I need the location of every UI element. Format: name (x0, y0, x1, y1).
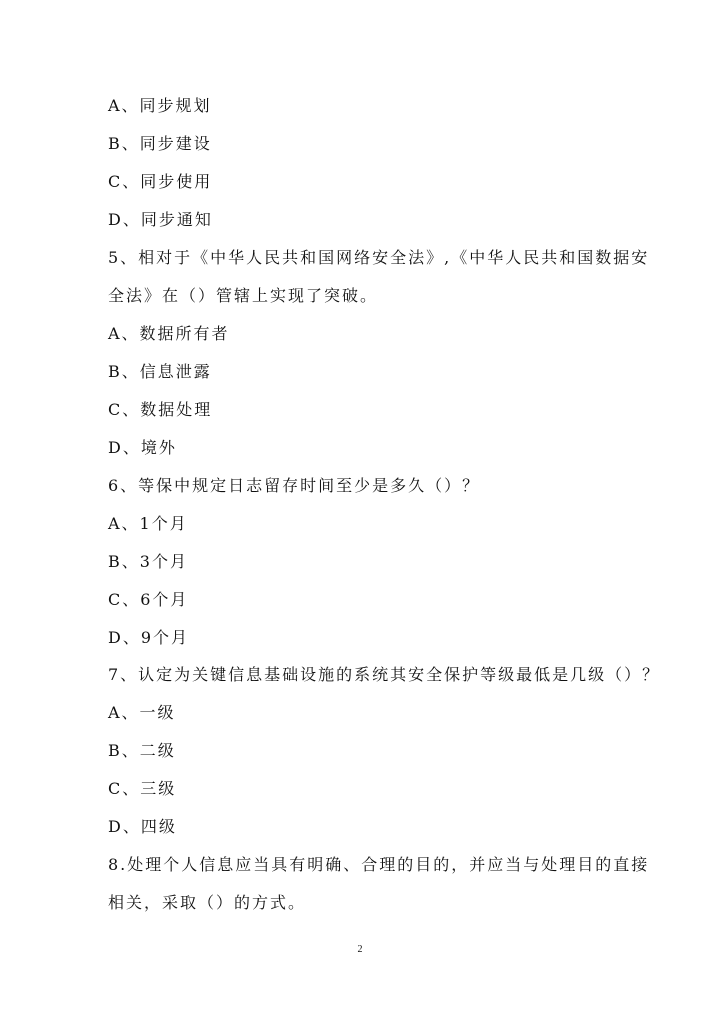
option-d-q4: D、同步通知 (108, 210, 213, 229)
option-d-q6: D、9个月 (108, 628, 190, 647)
question-7: 7、认定为关键信息基础设施的系统其安全保护等级最低是几级（）？ (108, 665, 661, 684)
option-c-q6: C、6个月 (108, 590, 189, 609)
option-a-q4: A、同步规划 (108, 96, 212, 115)
question-5-line-2: 全法》在（）管辖上实现了突破。 (108, 286, 379, 305)
option-b-q4: B、同步建设 (108, 134, 212, 153)
option-b-q5: B、信息泄露 (108, 362, 212, 381)
option-c-q5: C、数据处理 (108, 400, 213, 419)
option-b-q6: B、3个月 (108, 552, 188, 571)
question-8-line-2: 相关，采取（）的方式。 (108, 893, 307, 912)
question-8-line-1: 8.处理个人信息应当具有明确、合理的目的，并应当与处理目的直接 (108, 855, 650, 874)
question-5-line-1: 5、相对于《中华人民共和国网络安全法》,《中华人民共和国数据安 (108, 248, 650, 267)
option-c-q7: C、三级 (108, 779, 177, 798)
option-d-q5: D、境外 (108, 438, 177, 457)
option-a-q7: A、一级 (108, 703, 176, 722)
option-a-q5: A、数据所有者 (108, 324, 230, 343)
option-a-q6: A、1个月 (108, 514, 188, 533)
option-d-q7: D、四级 (108, 817, 177, 836)
option-c-q4: C、同步使用 (108, 172, 213, 191)
question-6: 6、等保中规定日志留存时间至少是多久（）？ (108, 476, 481, 495)
option-b-q7: B、二级 (108, 741, 176, 760)
page-number: 2 (357, 944, 363, 955)
